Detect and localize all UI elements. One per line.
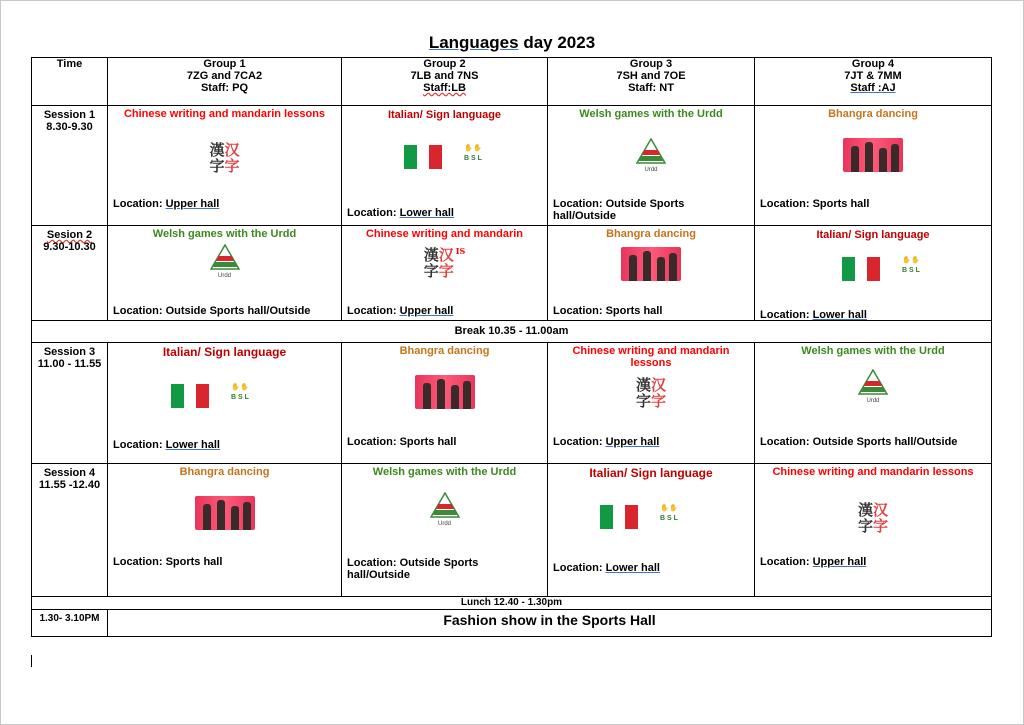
group-staff: Staff: NT	[628, 82, 674, 94]
location: Location: Lower hall	[347, 207, 454, 219]
hanzi-icon: 漢汉 $^{IS}$ 字字	[423, 246, 466, 280]
bhangra-dancers-image	[195, 496, 255, 530]
group-staff: Staff :AJ	[850, 82, 896, 94]
activity-cell	[108, 106, 342, 226]
bhangra-dancers-image	[415, 375, 475, 409]
lunch-text: Lunch 12.40 - 1.30pm	[32, 597, 992, 610]
group-forms: 7JT & 7MM	[844, 70, 902, 82]
location: Location: Upper hall	[113, 198, 220, 210]
session-time-cell: Session 4 11.55 -12.40	[32, 464, 108, 597]
session-row	[32, 226, 992, 321]
location: Location: Sports hall	[347, 436, 457, 448]
group-staff: Staff: PQ	[200, 82, 249, 94]
activity-cell	[548, 106, 755, 226]
location: Location: Outside Sports hall/Outside	[760, 436, 958, 448]
text-cursor	[31, 655, 32, 667]
location: Location: Outside Sports hall/Outside	[553, 198, 685, 222]
location: Location: Sports hall	[113, 556, 223, 568]
session-row	[32, 343, 992, 464]
bsl-icon: ✋✋ B S L	[660, 505, 678, 522]
location: Location: Upper hall	[553, 436, 660, 448]
activity-title: Bhangra dancing	[606, 228, 696, 240]
activity-title: Welsh games with the Urdd	[152, 228, 297, 240]
activity-title: Chinese writing and mandarin lessons	[572, 345, 730, 369]
lunch-row	[32, 597, 992, 610]
group-name: Group 3	[629, 58, 673, 70]
activity-cell	[342, 343, 548, 464]
bsl-icon: ✋✋ B S L	[231, 384, 249, 401]
location: Location: Upper hall	[347, 305, 454, 317]
session-time-cell: Session 3 11.00 - 11.55	[32, 343, 108, 464]
header-row	[32, 58, 992, 106]
italy-flag-icon	[404, 145, 442, 169]
activity-title: Bhangra dancing	[828, 108, 918, 120]
group-staff: Staff:LB	[423, 82, 466, 94]
activity-title: Italian/ Sign language	[816, 229, 930, 241]
location: Location: Lower hall	[760, 309, 867, 321]
location: Location: Outside Sports hall/Outside	[113, 305, 311, 317]
group-4-header	[755, 58, 992, 106]
location: Location: Outside Sports hall/Outside	[347, 557, 479, 581]
hanzi-icon: 漢汉 字字	[857, 501, 889, 535]
bsl-icon: ✋✋ B S L	[902, 257, 920, 274]
location: Location: Sports hall	[760, 198, 870, 210]
afternoon-row	[32, 610, 992, 637]
location: Location: Lower hall	[553, 562, 660, 574]
afternoon-activity: Fashion show in the Sports Hall	[108, 610, 992, 637]
title-word-1: Languages	[428, 33, 519, 52]
group-forms: 7LB and 7NS	[410, 70, 479, 82]
activity-cell	[342, 226, 548, 321]
activity-cell	[755, 343, 992, 464]
activity-title: Chinese writing and mandarin lessons	[123, 108, 326, 120]
title-word-2: day 2023	[523, 33, 596, 52]
session-row	[32, 106, 992, 226]
hanzi-icon: 漢汉 字字	[635, 376, 667, 410]
group-forms: 7ZG and 7CA2	[186, 70, 263, 82]
group-3-header	[548, 58, 755, 106]
location: Location: Upper hall	[760, 556, 867, 568]
activity-title: Welsh games with the Urdd	[579, 108, 723, 120]
activity-cell	[548, 464, 755, 597]
urdd-logo-icon: Urdd	[858, 369, 888, 405]
hanzi-icon: 漢汉 字字	[209, 141, 240, 175]
urdd-logo-icon: Urdd	[636, 138, 666, 174]
italy-flag-icon	[171, 384, 209, 408]
activity-cell	[342, 464, 548, 597]
group-name: Group 2	[423, 58, 466, 70]
group-2-header	[342, 58, 548, 106]
activity-title: Italian/ Sign language	[589, 466, 713, 480]
session-time-cell: Session 1 8.30-9.30	[32, 106, 108, 226]
activity-title: Chinese writing and mandarin lessons	[772, 466, 974, 478]
italy-flag-icon	[600, 505, 638, 529]
activity-cell	[108, 226, 342, 321]
break-text: Break 10.35 - 11.00am	[32, 321, 992, 343]
italy-flag-icon	[842, 257, 880, 281]
location: Location: Sports hall	[553, 305, 663, 317]
activity-title: Italian/ Sign language	[387, 109, 502, 121]
afternoon-time: 1.30- 3.10PM	[32, 610, 108, 637]
activity-cell	[342, 106, 548, 226]
group-forms: 7SH and 7OE	[616, 70, 686, 82]
urdd-logo-icon: Urdd	[430, 492, 460, 528]
activity-title: Welsh games with the Urdd	[801, 345, 945, 357]
time-header: Time	[32, 58, 108, 106]
group-name: Group 4	[851, 58, 895, 70]
group-1-header	[108, 58, 342, 106]
activity-cell	[108, 343, 342, 464]
bhangra-dancers-image	[843, 138, 903, 172]
bsl-icon: ✋✋ B S L	[464, 145, 482, 162]
activity-title: Welsh games with the Urdd	[372, 466, 517, 478]
activity-cell	[548, 343, 755, 464]
session-row	[32, 464, 992, 597]
group-name: Group 1	[203, 58, 246, 70]
activity-title: Bhangra dancing	[179, 466, 270, 478]
timetable	[31, 57, 992, 637]
document-title	[0, 33, 1024, 53]
bhangra-dancers-image	[621, 247, 681, 281]
activity-cell	[108, 464, 342, 597]
activity-cell	[755, 226, 992, 321]
activity-cell	[755, 464, 992, 597]
activity-title: Chinese writing and mandarin	[365, 228, 524, 240]
activity-title: Bhangra dancing	[399, 345, 490, 357]
activity-cell	[548, 226, 755, 321]
activity-cell	[755, 106, 992, 226]
session-time-cell: Sesion 2 9.30-10.30	[32, 226, 108, 321]
urdd-logo-icon: Urdd	[210, 244, 240, 280]
break-row	[32, 321, 992, 343]
activity-title: Italian/ Sign language	[162, 345, 287, 359]
location: Location: Lower hall	[113, 439, 220, 451]
